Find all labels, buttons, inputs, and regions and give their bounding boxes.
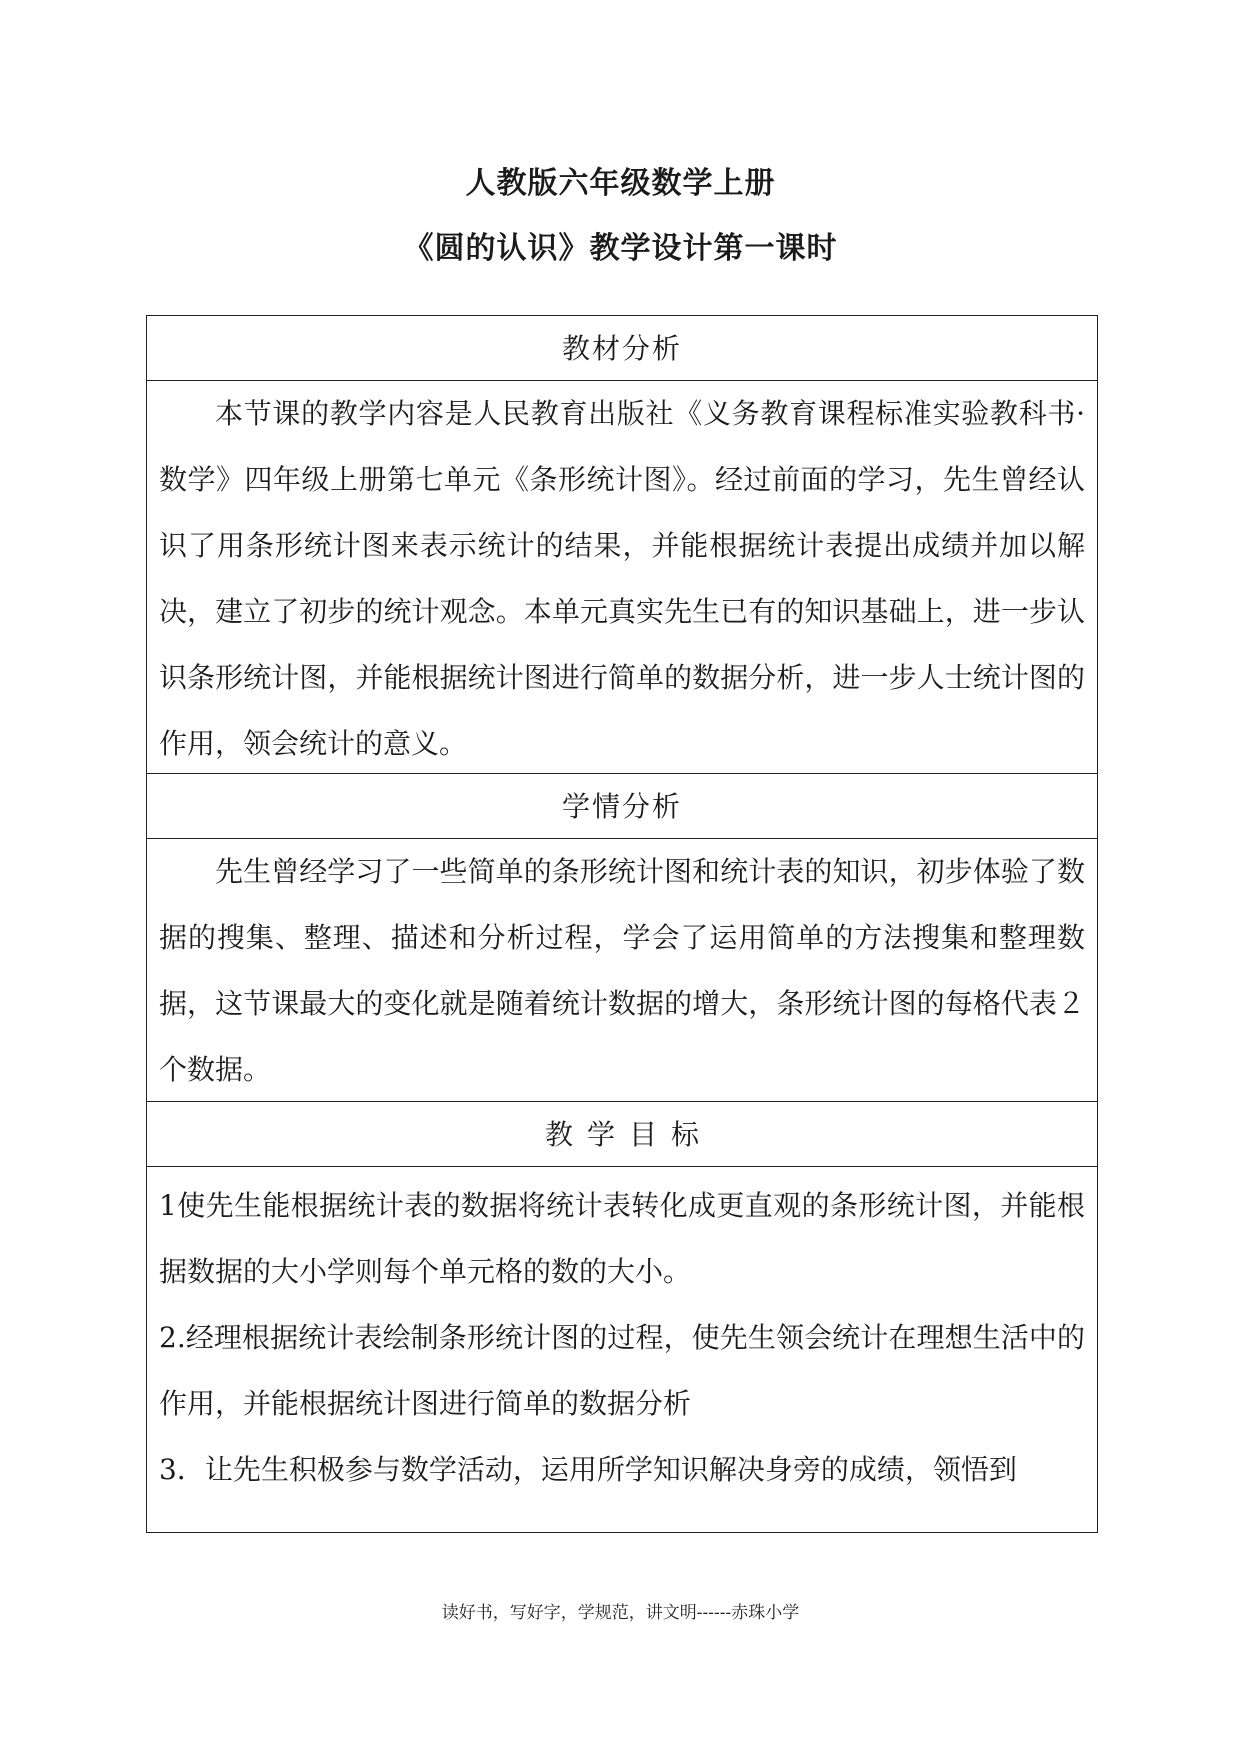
section-heading-student-analysis: 学情分析	[147, 774, 1097, 839]
section-heading-textbook-analysis: 教材分析	[147, 316, 1097, 381]
paragraph: 先生曾经学习了一些简单的条形统计图和统计表的知识，初步体验了数据的搜集、整理、描述和分析过程，学会了运用简单的方法搜集和整理数据，这节课最大的变化就是随着统计数据的增大，条形统计图的每格代表２个数据。	[159, 855, 1085, 1086]
document-subtitle: 《圆的认识》教学设计第一课时	[403, 231, 838, 266]
goal-item-3: 3．让先生积极参与数学活动，运用所学知识解决身旁的成绩，领悟到	[159, 1453, 1017, 1486]
section-heading-teaching-goals: 教学目标	[147, 1102, 1097, 1167]
goal-item-2: 2.经理根据统计表绘制条形统计图的过程，使先生领会统计在理想生活中的作用，并能根据统计图进行简单的数据分析	[159, 1321, 1085, 1420]
lesson-plan-table	[146, 315, 1098, 1533]
document-title: 人教版六年级数学上册	[465, 166, 776, 201]
goal-item-1: 1使先生能根据统计表的数据将统计表转化成更直观的条形统计图，并能根据数据的大小学则每个单元格的数的大小。	[159, 1189, 1085, 1288]
section-body-teaching-goals	[147, 1167, 1097, 1532]
section-body-textbook-analysis	[147, 381, 1097, 774]
page-footer: 读好书，写好字，学规范，讲文明------赤珠小学	[441, 1603, 800, 1623]
section-body-student-analysis	[147, 839, 1097, 1102]
paragraph: 本节课的教学内容是人民教育出版社《义务教育课程标准实验教科书·数学》四年级上册第七单元《条形统计图》。经过前面的学习，先生曾经认识了用条形统计图来表示统计的结果，并能根据统计表提出成绩并加以解决，建立了初步的统计观念。本单元真实先生已有的知识基础上，进一步认识条形统计图，并能根据统计图进行简单的数据分析，进一步人士统计图的作用，领会统计的意义。	[159, 397, 1085, 760]
